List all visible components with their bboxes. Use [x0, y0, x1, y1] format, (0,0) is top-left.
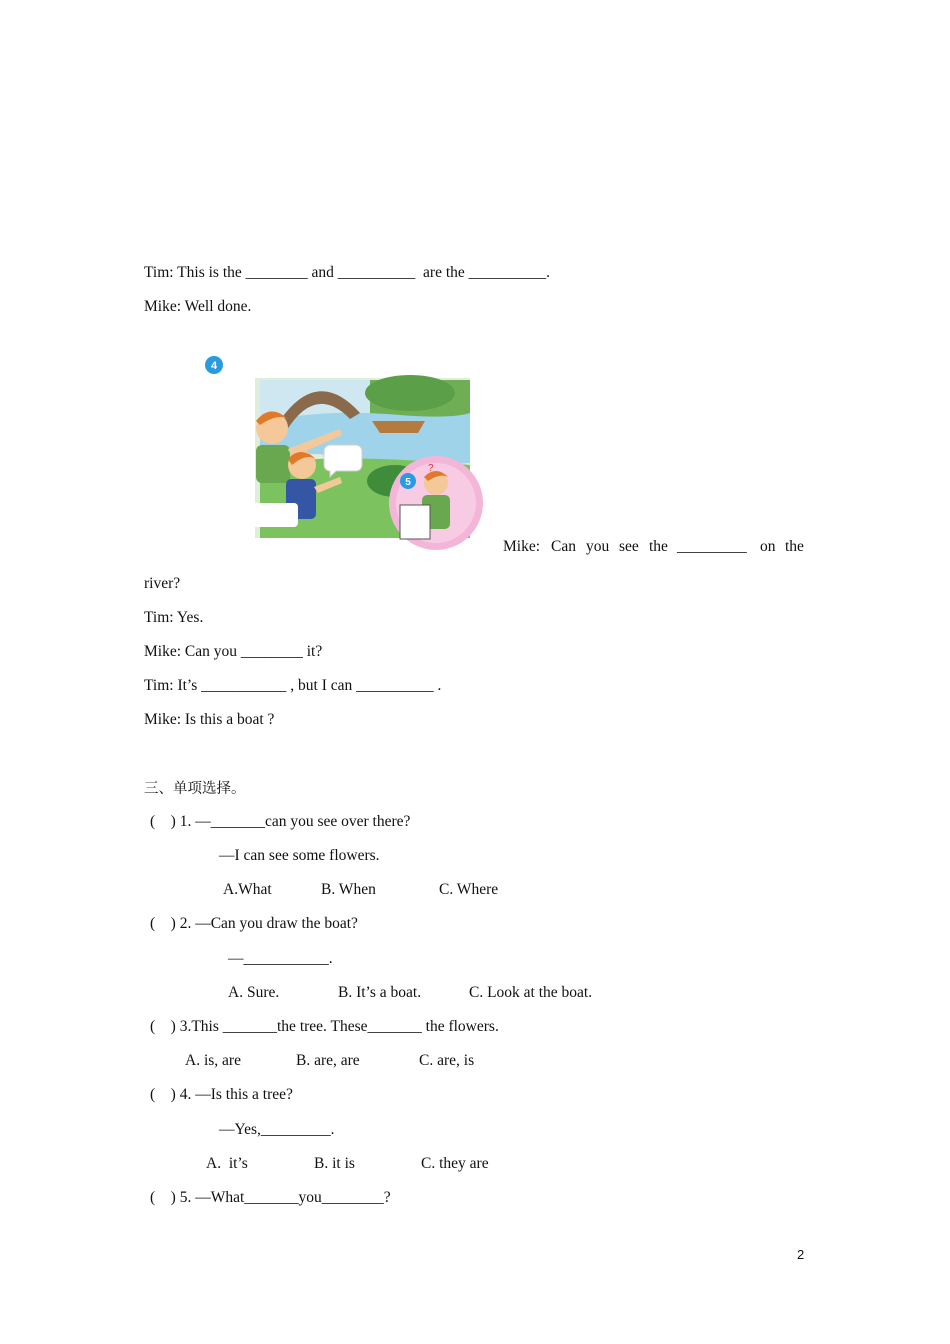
- question-2-option-a: A. Sure.: [228, 984, 280, 1001]
- dialogue-mike-q1-blank: _________: [677, 538, 747, 555]
- svg-text:4: 4: [210, 360, 218, 372]
- question-4-option-a: A. it’s: [206, 1155, 248, 1172]
- dialogue-tim-a2: Tim: It’s ___________ , but I can __________ .: [144, 677, 442, 694]
- question-4: ( ) 4. —Is this a tree?: [150, 1086, 293, 1103]
- question-3-option-a: A. is, are: [185, 1052, 241, 1069]
- svg-text:5: 5: [405, 477, 411, 488]
- dialogue-mike-q1-continuation: river?: [144, 575, 181, 592]
- dialogue-mike-q1-word6: on: [760, 538, 776, 555]
- question-2: ( ) 2. —Can you draw the boat?: [150, 915, 358, 932]
- dialogue-mike-q2: Mike: Can you ________ it?: [144, 643, 323, 660]
- svg-text:?: ?: [428, 463, 434, 474]
- dialogue-mike-q1-word3: you: [586, 538, 610, 555]
- dialogue-mike-q1-word2: Can: [551, 538, 576, 555]
- question-2-option-b: B. It’s a boat.: [338, 984, 422, 1001]
- question-1-reply: —I can see some flowers.: [219, 847, 380, 864]
- dialogue-mike-q1-word5: the: [649, 538, 668, 555]
- question-5: ( ) 5. —What_______you________?: [150, 1189, 391, 1206]
- page-number: 2: [797, 1247, 805, 1262]
- question-4-option-c: C. they are: [421, 1155, 489, 1172]
- question-1-option-b: B. When: [321, 881, 376, 898]
- dialogue-tim-line: Tim: This is the ________ and __________ are the __________.: [144, 264, 551, 281]
- dialogue-mike-q1-word4: see: [619, 538, 639, 555]
- section-heading: 三、单项选择。: [144, 781, 246, 797]
- question-3-option-b: B. are, are: [296, 1052, 360, 1069]
- river-scene-illustration: [200, 353, 490, 553]
- dialogue-mike-q3: Mike: Is this a boat ?: [144, 711, 275, 728]
- question-4-option-b: B. it is: [314, 1155, 355, 1172]
- dialogue-mike-q1-word7: the: [785, 538, 804, 555]
- dialogue-mike-line: Mike: Well done.: [144, 298, 252, 315]
- question-4-reply: —Yes,_________.: [219, 1121, 335, 1138]
- question-1-option-a: A.What: [223, 881, 272, 898]
- question-2-reply: —___________.: [228, 950, 333, 967]
- question-1-option-c: C. Where: [439, 881, 499, 898]
- question-3-option-c: C. are, is: [419, 1052, 475, 1069]
- question-2-option-c: C. Look at the boat.: [469, 984, 593, 1001]
- question-1: ( ) 1. —_______can you see over there?: [150, 813, 411, 830]
- dialogue-mike-q1-word1: Mike:: [503, 538, 541, 555]
- dialogue-tim-yes: Tim: Yes.: [144, 609, 204, 626]
- question-3: ( ) 3.This _______the tree. These_______ the flowers.: [150, 1018, 499, 1035]
